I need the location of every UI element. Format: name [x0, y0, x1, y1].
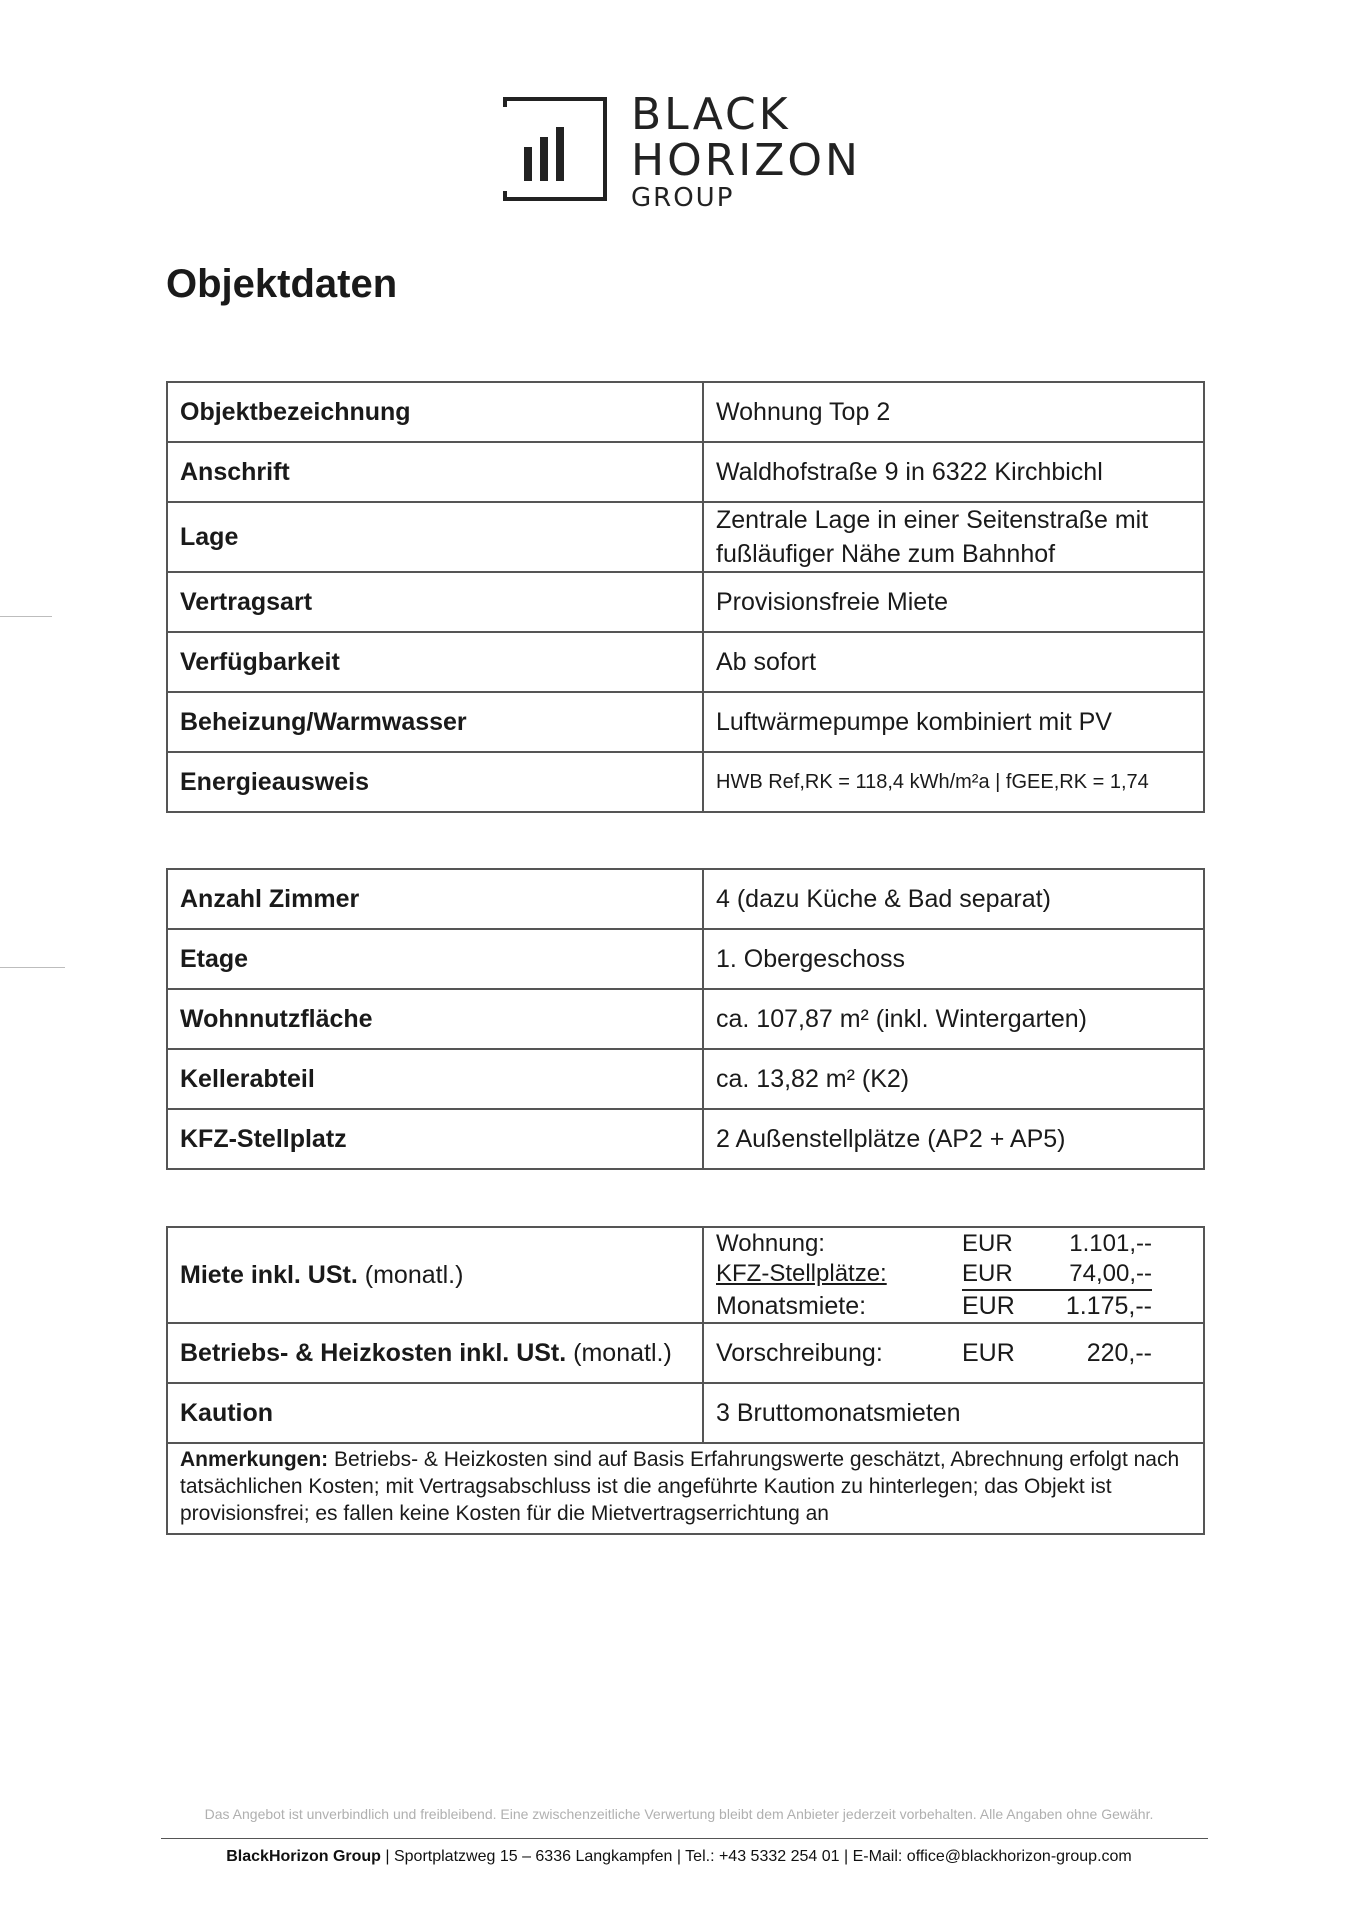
costs-line-amount: 220,-- [1086, 1339, 1152, 1367]
table-row [167, 1049, 1204, 1109]
row-label: Lage [167, 502, 703, 572]
rent-line-amount: 1.175,-- [1065, 1292, 1152, 1320]
table-row [167, 929, 1204, 989]
row-label: Vertragsart [167, 572, 703, 632]
table-row [167, 1323, 1204, 1383]
costs-label: Betriebs- & Heizkosten inkl. USt. [180, 1338, 567, 1367]
rent-line-label: KFZ-Stellplätze: [716, 1260, 887, 1287]
logo-line-1: BLACK [631, 89, 791, 140]
notes-text: Betriebs- & Heizkosten sind auf Basis Erfahrungswerte geschätzt, Abrechnung erfolgt nach tatsächlichen Kosten; mit Vertragsabschluss ist die angeführte Kaution zu hinterlegen; das Objekt ist provisionsfrei; es fallen keine Kosten für die Mietvertragserrichtung an [180, 1448, 1180, 1525]
row-label: Kaution [167, 1383, 703, 1443]
row-value: ca. 13,82 m² (K2) [703, 1049, 1204, 1109]
rent-label: Miete inkl. USt. [180, 1260, 358, 1289]
row-value: 1. Obergeschoss [703, 929, 1204, 989]
row-label: Anschrift [167, 442, 703, 502]
rent-line [716, 1259, 1191, 1291]
rent-unit: (monatl.) [364, 1260, 464, 1289]
logo-wordmark [631, 89, 861, 213]
row-label: KFZ-Stellplatz [167, 1109, 703, 1169]
row-label [167, 1227, 703, 1323]
table-row [167, 989, 1204, 1049]
row-value [703, 1323, 1204, 1383]
row-value: 2 Außenstellplätze (AP2 + AP5) [703, 1109, 1204, 1169]
rent-line-label: Monatsmiete: [716, 1292, 867, 1320]
row-value: Wohnung Top 2 [703, 382, 1204, 442]
row-label: Kellerabteil [167, 1049, 703, 1109]
table-row [167, 1383, 1204, 1443]
notes-label: Anmerkungen: [180, 1448, 329, 1471]
rent-line [716, 1229, 1191, 1259]
row-label [167, 1323, 703, 1383]
row-label: Etage [167, 929, 703, 989]
company-logo [503, 89, 883, 213]
row-value: 3 Bruttomonatsmieten [703, 1383, 1204, 1443]
table-row [167, 632, 1204, 692]
row-value: Luftwärmepumpe kombiniert mit PV [703, 692, 1204, 752]
table-row [167, 1227, 1204, 1323]
costs-unit: (monatl.) [573, 1338, 672, 1367]
costs-table [166, 1226, 1205, 1535]
rent-line-total [716, 1291, 1191, 1321]
row-value: ca. 107,87 m² (inkl. Wintergarten) [703, 989, 1204, 1049]
row-value: Provisionsfreie Miete [703, 572, 1204, 632]
margin-mark [0, 616, 52, 617]
costs-line [716, 1338, 1191, 1368]
footer-company: BlackHorizon Group [226, 1848, 381, 1865]
rent-line-currency: EUR [962, 1259, 1044, 1291]
row-label: Anzahl Zimmer [167, 869, 703, 929]
rent-breakdown [703, 1227, 1204, 1323]
table-row [167, 382, 1204, 442]
row-value: HWB Ref,RK = 118,4 kWh/m²a | fGEE,RK = 1,74 [703, 752, 1204, 812]
table-row [167, 869, 1204, 929]
row-label: Beheizung/Warmwasser [167, 692, 703, 752]
rent-line-currency: EUR [962, 1292, 1015, 1320]
apartment-details-table [166, 868, 1205, 1170]
rent-line-amount: 74,00,-- [1044, 1259, 1152, 1291]
footer [0, 1848, 1358, 1866]
footer-contact: | Sportplatzweg 15 – 6336 Langkampfen | Tel.: +43 5332 254 01 | E-Mail: office@blackhorizon-group.com [380, 1848, 1132, 1865]
row-label: Energieausweis [167, 752, 703, 812]
row-value: Ab sofort [703, 632, 1204, 692]
costs-line-label: Vorschreibung: [716, 1339, 883, 1367]
table-row [167, 572, 1204, 632]
footer-divider [161, 1838, 1208, 1839]
property-details-table [166, 381, 1205, 813]
page-title: Objektdaten [166, 262, 398, 306]
costs-line-currency: EUR [962, 1339, 1015, 1367]
row-label: Verfügbarkeit [167, 632, 703, 692]
row-label: Objektbezeichnung [167, 382, 703, 442]
disclaimer: Das Angebot ist unverbindlich und freibleibend. Eine zwischenzeitliche Verwertung bleibt dem Anbieter jederzeit vorbehalten. Alle Angaben ohne Gewähr. [204, 1806, 1154, 1822]
table-row [167, 1443, 1204, 1534]
row-value: Waldhofstraße 9 in 6322 Kirchbichl [703, 442, 1204, 502]
notes-cell [167, 1443, 1204, 1534]
margin-mark [0, 967, 65, 968]
row-value: 4 (dazu Küche & Bad separat) [703, 869, 1204, 929]
table-row [167, 752, 1204, 812]
table-row [167, 1109, 1204, 1169]
table-row [167, 442, 1204, 502]
bar-chart-frame-logo-icon [503, 97, 607, 201]
row-value: Zentrale Lage in einer Seitenstraße mit fußläufiger Nähe zum Bahnhof [703, 502, 1204, 572]
table-row [167, 692, 1204, 752]
logo-line-2: HORIZON [631, 135, 861, 186]
rent-line-label: Wohnung: [716, 1230, 825, 1257]
table-row [167, 502, 1204, 572]
row-label: Wohnnutzfläche [167, 989, 703, 1049]
rent-line-amount: 1.101,-- [1069, 1230, 1152, 1257]
logo-line-3: GROUP [631, 183, 735, 213]
rent-line-currency: EUR [962, 1230, 1013, 1257]
